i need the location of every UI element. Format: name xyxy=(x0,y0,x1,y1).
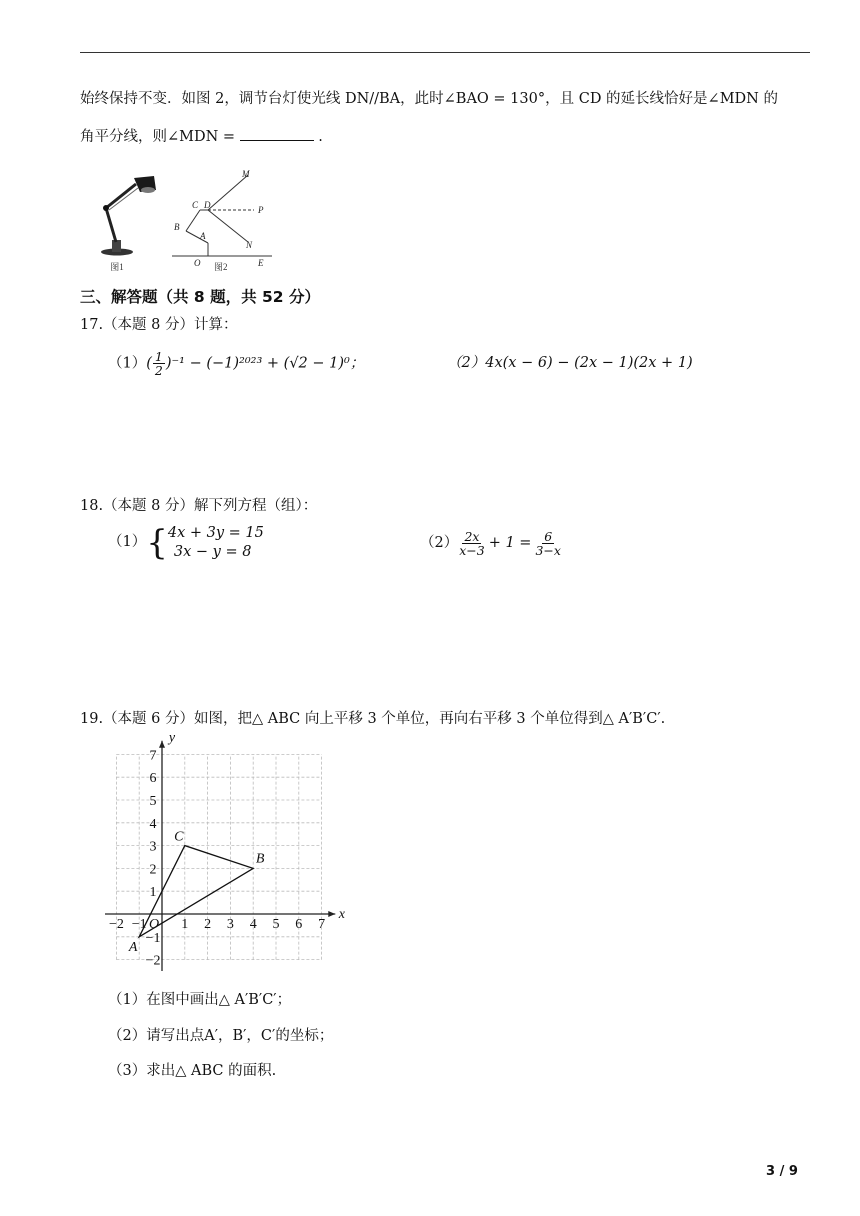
q17-stem: 17.（本题 8 分）计算： xyxy=(80,317,238,333)
q19-sub1: （1）在图中画出△ A′B′C′； xyxy=(108,992,292,1008)
y-tick-label: 3 xyxy=(149,839,157,855)
q19-stem: 19.（本题 6 分）如图，把△ ABC 向上平移 3 个单位，再向右平移 3 个单位得到△ A′B′C′. xyxy=(80,711,666,727)
q16-line1: 始终保持不变．如图 2，调节台灯使光线 DN//BA，此时∠BAO = 130°，且 CD 的延长线恰好是∠MDN 的 xyxy=(80,91,778,107)
fraction-6-over-3-x: $\frac{6}{3-x}$ xyxy=(535,529,561,559)
y-axis-label: y xyxy=(168,730,176,746)
section-3-heading: 三、解答题（共 8 题，共 52 分） xyxy=(80,288,320,306)
ray-dn xyxy=(208,210,248,242)
answer-blank xyxy=(240,126,314,141)
x-tick-label: 7 xyxy=(318,917,326,932)
ray-dm xyxy=(208,175,248,210)
q17-part2: （2）4x(x − 6) − (2x − 1)(2x + 1) xyxy=(447,355,693,371)
figure2-caption: 图2 xyxy=(214,262,228,272)
point-b-label: B xyxy=(255,851,265,867)
x-tick-label: 6 xyxy=(295,917,303,932)
q19-sub3: （3）求出△ ABC 的面积. xyxy=(108,1063,277,1079)
x-tick-label: 1 xyxy=(181,917,189,932)
desk-lamp-image xyxy=(96,170,162,274)
origin-label: O xyxy=(148,917,160,932)
point-a-label: A xyxy=(128,939,138,955)
y-tick-label: 4 xyxy=(149,816,157,832)
x-axis-label: x xyxy=(338,907,345,922)
header-rule xyxy=(80,52,810,53)
label-b: B xyxy=(174,222,180,232)
label-e: E xyxy=(258,258,264,268)
label-o: O xyxy=(194,258,201,268)
label-c: C xyxy=(192,200,199,210)
fraction-one-half: $\frac{1}{2}$ xyxy=(154,349,163,379)
segment-bc xyxy=(186,210,200,231)
page-number: 3 / 9 xyxy=(766,1164,798,1179)
x-axis-arrow xyxy=(328,911,335,917)
q16-line2-suffix: . xyxy=(318,129,323,145)
q16-line2-prefix: 角平分线，则∠MDN = xyxy=(80,129,236,145)
equation-system xyxy=(168,524,264,562)
q17-part1: （1）( $\frac{1}{2}$ )⁻¹ − (−1)²⁰²³ + (√2 − 1)⁰； xyxy=(108,349,365,379)
equation-1: 4x + 3y = 15 xyxy=(167,525,264,541)
label-p: P xyxy=(258,205,264,215)
x-tick-label: −1 xyxy=(131,917,147,932)
q19-sub2: （2）请写出点A′，B′，C′的坐标； xyxy=(108,1028,334,1044)
system-brace: { xyxy=(146,522,168,563)
y-tick-label: 2 xyxy=(149,862,157,878)
x-tick-label: −2 xyxy=(108,917,124,932)
y-axis-arrow xyxy=(159,741,165,748)
geometry-figure-2 xyxy=(168,166,274,274)
equation-2: 3x − y = 8 xyxy=(173,543,252,560)
point-c-label: C xyxy=(174,829,184,845)
x-tick-label: 2 xyxy=(204,917,212,932)
y-tick-label: 6 xyxy=(149,771,157,787)
x-tick-label: 5 xyxy=(272,917,280,932)
q18-stem: 18.（本题 8 分）解下列方程（组）： xyxy=(80,498,318,514)
y-tick-label: −2 xyxy=(145,953,161,969)
x-tick-label: 3 xyxy=(226,917,234,932)
y-tick-label: −1 xyxy=(145,930,161,946)
q16-line2 xyxy=(80,126,323,146)
q18-part2: （2） $\frac{2x}{x-3}$ + 1 = $\frac{6}{3-x}$ xyxy=(420,529,561,559)
fraction-2x-over-x-3: $\frac{2x}{x-3}$ xyxy=(459,529,485,559)
label-m: M xyxy=(242,169,250,179)
label-n: N xyxy=(246,240,253,250)
label-d: D xyxy=(204,200,211,210)
x-tick-label: 4 xyxy=(249,917,257,932)
y-tick-label: 1 xyxy=(149,885,157,901)
y-tick-label: 5 xyxy=(149,794,157,809)
figure1-caption: 图1 xyxy=(110,262,124,272)
y-tick-label: 7 xyxy=(149,748,157,764)
label-a: A xyxy=(200,231,206,241)
coordinate-grid-figure xyxy=(100,730,345,976)
q18-part1: （1）{ 4x + 3y = 15 3x − y = 8 xyxy=(108,522,264,563)
